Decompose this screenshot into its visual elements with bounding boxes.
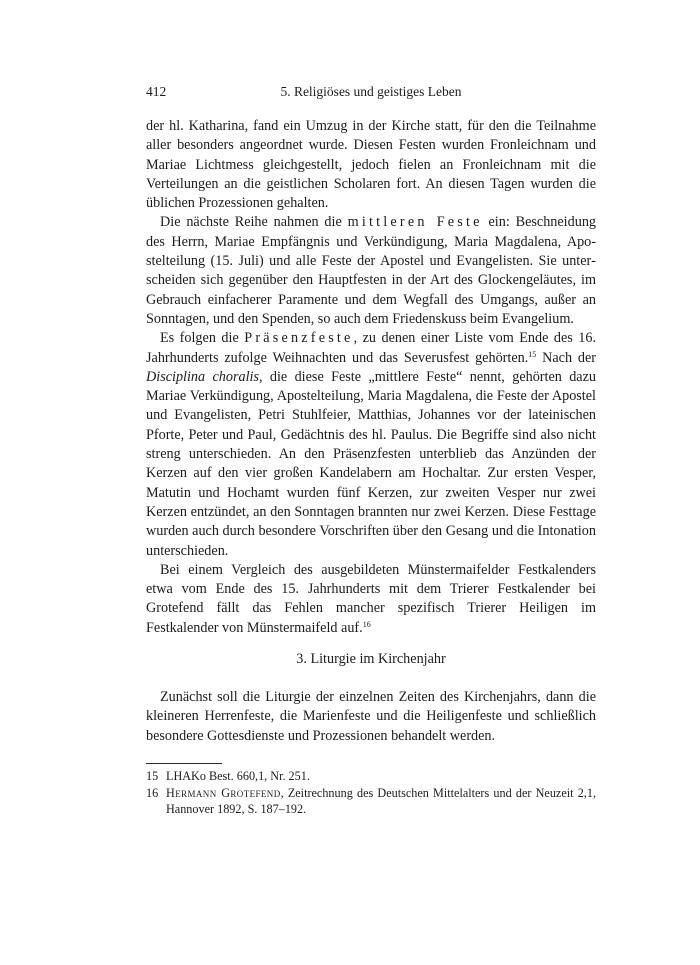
paragraph-3-rest: , die diese Feste „mittlere Feste“ nennt, gehörten dazu Mariae Verkündigung, Apostelteilung, Maria Magdalena, die Feste der Apostel und Evangelisten, Petri Stuhlfeier, Matthias, Johannes vor der lateinischen Pforte, Peter und Paul, Gedächtnis des hl. Paulus. Die Begriffe sind also nicht streng unterschieden. An den Präsenzfesten unterblieb das Anzünden der Kerzen auf den vier großen Kandelabern am Hochaltar. Zur ersten Vesper, Matutin und Hochamt wurden fünf Kerzen, zur zweiten Vesper nur zwei Kerzen entzündet, an den Sonntagen brannten nur zwei Kerzen. Diese Festtage wurden auch durch besondere Vorschriften über den Gesang und die Intonation unterschieden. [146,368,596,559]
paragraph-2-lead: Die nächste Reihe nahmen die [160,214,342,231]
footnote-text: LHAKo Best. 660,1, Nr. 251. [166,769,310,783]
footnotes [146,768,596,818]
footnote-15 [146,768,596,785]
footnote-number: 16 [146,785,159,800]
paragraph-2-rest: ein: Beschneidung des Herrn, Mariae Empfängnis und Verkündigung, Maria Magdalena, Apostelteilung (15. Juli) und alle Feste der Apostel und Evangelisten. Sie unterscheiden sich gegenüber den Hauptfesten in der Art des Glockengeläutes, im Gebrauch einfacherer Paramente und dem Wegfall des Umgangs, außer an Sonntagen, und den Spenden, so auch dem Friedenskuss beim Evangelium. [146,214,597,327]
footnote-text: , Zeitrechnung des Deutschen Mittelalters und der Neuzeit 2,1, Hannover 1892, S. 187–192. [166,785,596,817]
section-heading: 3. Liturgie im Kirchenjahr [296,651,446,667]
spaced-term-praesenzfeste: Präsenzfeste [244,330,354,347]
footnote-16 [146,785,596,818]
paragraph-3-mid: , zu denen einer Liste vom Ende des 16. Jahrhunderts zufolge Weihnachten und das Severusfest gehörten. [146,330,597,366]
page-number: 412 [146,84,167,99]
footnote-ref-16[interactable]: 16 [362,619,371,629]
running-head: 5. Religiöses und geistiges Leben [280,84,462,99]
footnote-number: 15 [146,769,159,783]
body-text [146,117,596,638]
paragraph-3-mid2: Nach der [536,349,596,366]
paragraph-2 [146,213,596,329]
page-header [146,84,596,104]
section-paragraph: Zunächst soll die Liturgie der einzelnen Zeiten des Kirchenjahrs, dann die kleineren Herrenfeste, die Marienfeste und die Heiligenfeste und schließlich besondere Gottesdienste und Prozessionen behandelt werden. [146,689,596,744]
paragraph-3-lead: Es folgen die [160,330,239,347]
spaced-term-mittlere-feste: mittleren Feste [347,214,483,231]
footnote-divider [146,763,222,764]
italic-title-disciplina: Disciplina choralis [146,368,259,385]
footnote-ref-15[interactable]: 15 [528,349,537,359]
paragraph-4-text: Bei einem Vergleich des ausgebildeten Münstermaifelder Festkalenders etwa vom Ende des 15. Jahrhunderts mit dem Trierer Festkalender bei Grotefend fällt das Fehlen mancher spezifisch Trierer Heiligen im Festkalender von Münstermaifeld auf. [146,561,596,636]
footnote-author: Hermann Grotefend [166,785,281,800]
paragraph-4 [146,561,596,638]
paragraph-1: der hl. Katharina, fand ein Umzug in der Kirche statt, für den die Teilnahme aller besonders angeordnet wurde. Diesen Festen wurden Fronleichnam und Mariae Lichtmess gleichgestellt, jedoch fielen an Fronleichnam mit die Verteilungen an die geistlichen Scholaren fort. An diesen Tagen wurden die üblichen Prozessionen gehalten. [146,118,596,212]
paragraph-3 [146,329,596,561]
